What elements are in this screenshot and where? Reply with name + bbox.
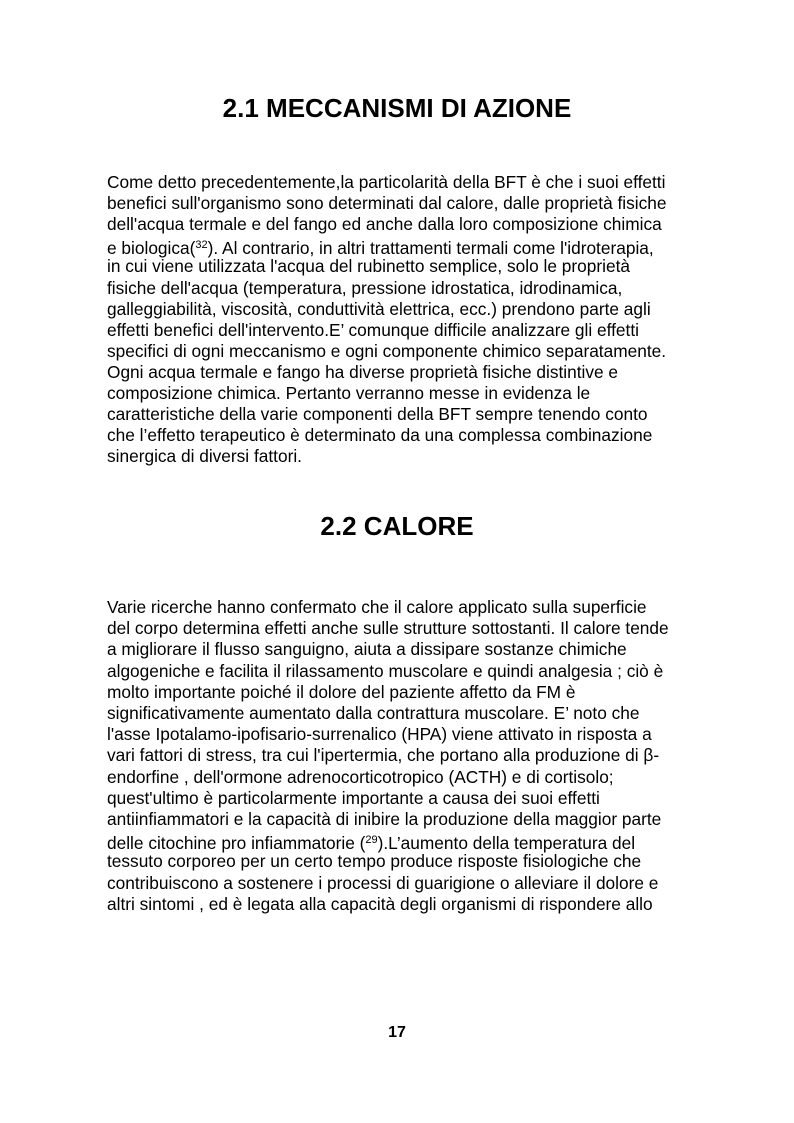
text-line: molto importante poiché il dolore del paziente affetto da FM è: [107, 681, 576, 702]
citation-superscript: 32: [195, 239, 208, 252]
text-line: del corpo determina effetti anche sulle strutture sottostanti. Il calore tende: [107, 618, 669, 639]
text-segment: ). Al contrario, in altri trattamenti termali come l'idroterapia,: [207, 238, 654, 259]
text-line: algogeniche e facilita il rilassamento muscolare e quindi analgesia ; ciò è: [107, 660, 664, 681]
citation-superscript: 29: [365, 834, 378, 847]
text-line: Ogni acqua termale e fango ha diverse proprietà fisiche distintive e: [107, 361, 619, 382]
section-heading-calore: 2.2 CALORE: [320, 511, 474, 541]
text-line: effetti benefici dell'intervento.E’ comunque difficile analizzare gli effetti: [107, 319, 639, 340]
text-line: endorfine , dell'ormone adrenocorticotropico (ACTH) e di cortisolo;: [107, 766, 614, 787]
text-line: tessuto corporeo per un certo tempo produce risposte fisiologiche che: [107, 851, 642, 872]
text-line: Come detto precedentemente,la particolarità della BFT è che i suoi effetti: [107, 172, 666, 192]
text-line: Varie ricerche hanno confermato che il calore applicato sulla superficie: [107, 597, 647, 617]
text-line: a migliorare il flusso sanguigno, aiuta a dissipare sostanze chimiche: [107, 639, 627, 660]
section-heading-meccanismi: 2.1 MECCANISMI DI AZIONE: [222, 93, 572, 123]
text-segment: delle citochine pro infiammatorie (: [107, 833, 366, 854]
text-line: antiinfiammatori e la capacità di inibire la produzione della maggior parte: [107, 809, 662, 829]
text-line: benefici sull'organismo sono determinati dal calore, dalle proprietà fisiche: [107, 193, 667, 214]
text-line: quest'ultimo è particolarmente importante a causa dei suoi effetti: [107, 787, 600, 808]
text-line: composizione chimica. Pertanto verranno messe in evidenza le: [107, 383, 591, 403]
text-line: galleggiabilità, viscosità, conduttività elettrica, ecc.) prendono parte agli: [107, 298, 651, 319]
text-line: dell'acqua termale e del fango ed anche dalla loro composizione chimica: [107, 214, 662, 235]
text-line: l'asse Ipotalamo-ipofisario-surrenalico (HPA) viene attivato in risposta a: [107, 724, 652, 745]
text-segment: ).L’aumento della temperatura del: [377, 833, 636, 854]
text-line: sinergica di diversi fattori.: [107, 446, 302, 467]
text-line: significativamente aumentato dalla contrattura muscolare. E’ noto che: [107, 703, 640, 723]
text-line: specifici di ogni meccanismo e ogni componente chimico separatamente.: [107, 340, 667, 361]
text-line: caratteristiche della varie componenti della BFT sempre tenendo conto: [107, 404, 648, 425]
text-line: vari fattori di stress, tra cui l'ipertermia, che portano alla produzione di β-: [107, 745, 660, 766]
page-number: 17: [388, 1024, 406, 1041]
text-line: altri sintomi , ed è legata alla capacità degli organismi di rispondere allo: [107, 893, 653, 914]
text-line: contribuiscono a sostenere i processi di guarigione o alleviare il dolore e: [107, 872, 659, 893]
text-line: in cui viene utilizzata l'acqua del rubinetto semplice, solo le proprietà: [107, 256, 630, 277]
text-segment: e biologica(: [107, 238, 196, 259]
text-line: fisiche dell'acqua (temperatura, pressione idrostatica, idrodinamica,: [107, 277, 623, 298]
text-line: che l’effetto terapeutico è determinato da una complessa combinazione: [107, 425, 653, 446]
